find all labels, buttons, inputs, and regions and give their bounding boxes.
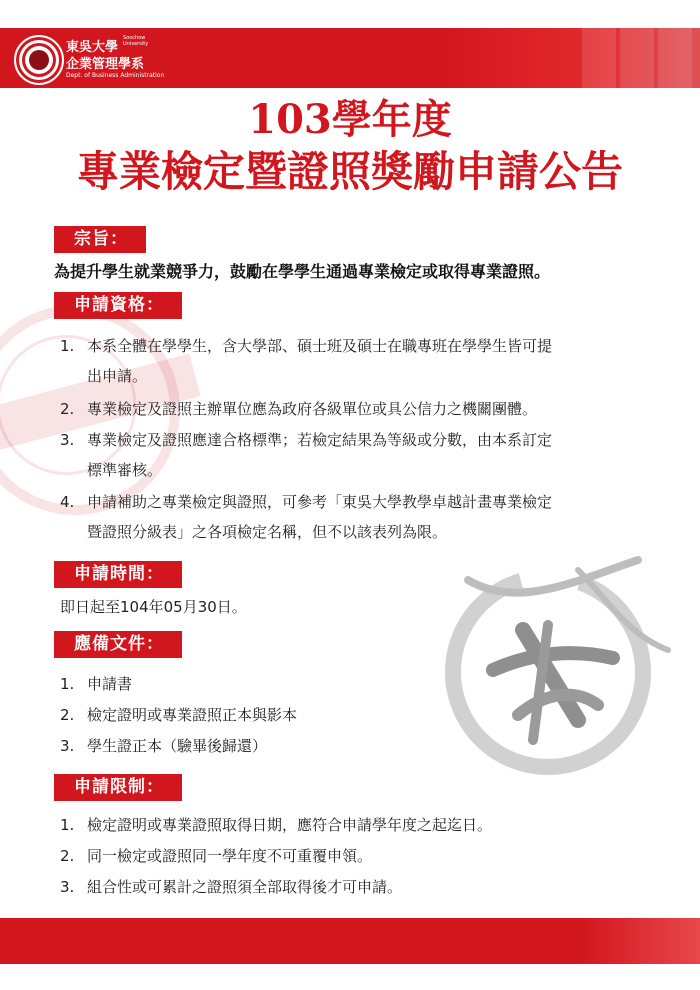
list-item-number: 1. [60,816,75,834]
list-item-text: 組合性或可累計之證照須全部取得後才可申請。 [87,878,403,896]
list-item-number: 3. [60,878,75,896]
section-label-period: 申請時間： [54,561,182,588]
purpose-text: 為提升學生就業競爭力，鼓勵在學學生通過專業檢定或取得專業證照。 [54,262,551,281]
list-item-text: 同一檢定或證照同一學年度不可重覆申領。 [87,847,373,865]
page-title-year: 103學年度 [248,96,452,143]
list-item-text: 申請補助之專業檢定與證照，可參考「東吳大學教學卓越計畫專業檢定 [87,493,553,511]
section-label-limits: 申請限制： [54,774,182,801]
list-item-text: 標準審核。 [87,461,163,479]
university-name: 東吳大學 [66,40,119,55]
department-name-en: Dept. of Business Administration [66,72,165,79]
brush-seal-icon [428,540,678,790]
list-item-text: 專業檢定及證照主辦單位應為政府各級單位或具公信力之機關團體。 [87,400,538,418]
list-item-text: 申請書 [87,675,133,693]
list-item-text: 學生證正本（驗畢後歸還） [87,737,268,755]
section-label-documents: 應備文件： [54,631,182,658]
list-item-number: 4. [60,493,75,511]
list-item-text: 暨證照分級表」之各項檢定名稱，但不以該表列為限。 [87,523,448,541]
list-item-number: 3. [60,431,75,449]
list-item-number: 2. [60,400,75,418]
department-name: 企業管理學系 [66,57,145,72]
list-item-text: 專業檢定及證照應達合格標準；若檢定結果為等級或分數，由本系訂定 [87,431,553,449]
university-name-en: Soochow University [123,35,149,47]
section-label-purpose: 宗旨： [54,226,146,253]
section-label-eligibility: 申請資格： [54,292,182,319]
list-item-text: 本系全體在學學生，含大學部、碩士班及碩士在職專班在學學生皆可提 [87,337,553,355]
list-item-number: 1. [60,337,75,355]
period-text: 即日起至104年05月30日。 [60,598,247,616]
university-seal-icon [14,35,64,85]
list-item-text: 出申請。 [87,367,148,385]
footer-banner [0,918,700,964]
page-title: 專業檢定暨證照獎勵申請公告 [76,147,623,196]
list-item-text: 檢定證明或專業證照正本與影本 [87,706,298,724]
list-item-number: 2. [60,706,75,724]
list-item-number: 3. [60,737,75,755]
list-item-number: 1. [60,675,75,693]
list-item-text: 檢定證明或專業證照取得日期，應符合申請學年度之起迄日。 [87,816,493,834]
list-item-number: 2. [60,847,75,865]
